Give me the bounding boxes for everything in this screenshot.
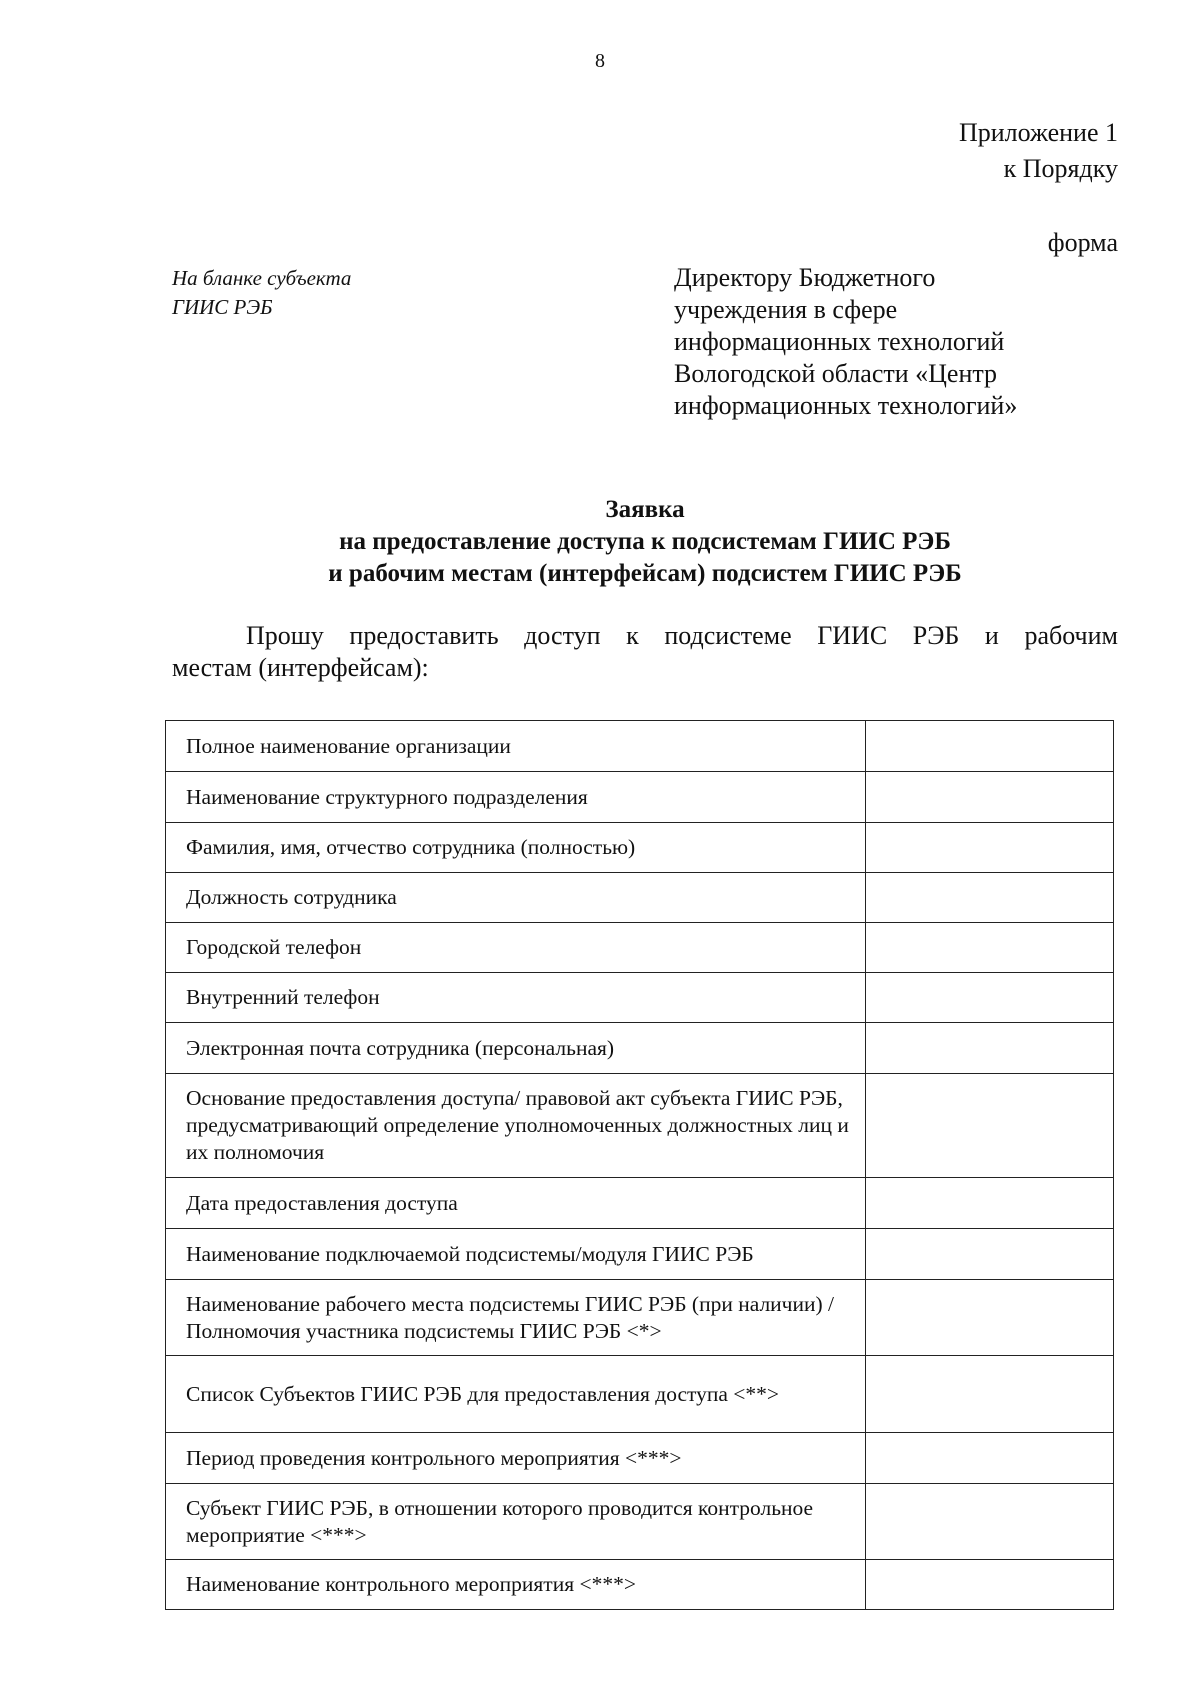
table-row xyxy=(166,1280,1114,1356)
field-label: Электронная почта сотрудника (персональная) xyxy=(166,1023,866,1074)
field-value-cell[interactable] xyxy=(866,973,1114,1023)
addressee-line: Директору Бюджетного xyxy=(674,263,936,292)
field-label: Должность сотрудника xyxy=(166,873,866,923)
field-label: Наименование структурного подразделения xyxy=(166,772,866,823)
field-label: Список Субъектов ГИИС РЭБ для предоставления доступа <**> xyxy=(166,1356,866,1433)
field-value-cell[interactable] xyxy=(866,1023,1114,1074)
table-row xyxy=(166,1229,1114,1280)
field-label: Наименование подключаемой подсистемы/модуля ГИИС РЭБ xyxy=(166,1229,866,1280)
addressee-line: информационных технологий» xyxy=(674,391,1018,420)
field-value-cell[interactable] xyxy=(866,1560,1114,1610)
document-title xyxy=(0,494,1200,590)
field-label: Внутренний телефон xyxy=(166,973,866,1023)
field-value-cell[interactable] xyxy=(866,1074,1114,1178)
request-paragraph xyxy=(172,620,1118,684)
addressee-line: информационных технологий xyxy=(674,327,1005,356)
letterhead-note xyxy=(172,264,351,322)
field-label: Основание предоставления доступа/ правовой акт субъекта ГИИС РЭБ, предусматривающий определение уполномоченных должностных лиц и их полномочия xyxy=(166,1074,866,1178)
table-row xyxy=(166,873,1114,923)
table-row xyxy=(166,1484,1114,1560)
table-row xyxy=(166,1074,1114,1178)
field-label: Наименование рабочего места подсистемы ГИИС РЭБ (при наличии) / Полномочия участника подсистемы ГИИС РЭБ <*> xyxy=(166,1280,866,1356)
field-value-cell[interactable] xyxy=(866,1484,1114,1560)
addressee-line: учреждения в сфере xyxy=(674,295,898,324)
field-label: Полное наименование организации xyxy=(166,721,866,772)
table-row xyxy=(166,721,1114,772)
field-label: Фамилия, имя, отчество сотрудника (полностью) xyxy=(166,823,866,873)
appendix-reference xyxy=(959,115,1118,187)
table-row xyxy=(166,1023,1114,1074)
page-number: 8 xyxy=(595,50,605,72)
title-line: и рабочим местам (интерфейсам) подсистем ГИИС РЭБ xyxy=(328,560,962,587)
table-row xyxy=(166,1178,1114,1229)
table-row xyxy=(166,1560,1114,1610)
table-row xyxy=(166,1433,1114,1484)
field-value-cell[interactable] xyxy=(866,1229,1114,1280)
field-value-cell[interactable] xyxy=(866,923,1114,973)
letterhead-line: ГИИС РЭБ xyxy=(172,295,273,319)
request-line: местам (интерфейсам): xyxy=(172,653,429,682)
application-form-table xyxy=(165,720,1114,1610)
table-row xyxy=(166,1356,1114,1433)
field-label: Дата предоставления доступа xyxy=(166,1178,866,1229)
form-label: форма xyxy=(1047,228,1118,257)
field-value-cell[interactable] xyxy=(866,721,1114,772)
field-label: Субъект ГИИС РЭБ, в отношении которого проводится контрольное мероприятие <***> xyxy=(166,1484,866,1560)
title-line: Заявка xyxy=(605,496,685,523)
field-value-cell[interactable] xyxy=(866,873,1114,923)
title-line: на предоставление доступа к подсистемам ГИИС РЭБ xyxy=(339,528,951,555)
addressee-line: Вологодской области «Центр xyxy=(674,359,998,388)
field-label: Наименование контрольного мероприятия <***> xyxy=(166,1560,866,1610)
field-value-cell[interactable] xyxy=(866,1178,1114,1229)
appendix-line: к Порядку xyxy=(1003,154,1118,183)
field-value-cell[interactable] xyxy=(866,772,1114,823)
letterhead-line: На бланке субъекта xyxy=(172,266,352,290)
field-label: Период проведения контрольного мероприятия <***> xyxy=(166,1433,866,1484)
table-row xyxy=(166,823,1114,873)
field-value-cell[interactable] xyxy=(866,1433,1114,1484)
table-row xyxy=(166,923,1114,973)
field-value-cell[interactable] xyxy=(866,1356,1114,1433)
table-row xyxy=(166,973,1114,1023)
request-line: Прошу предоставить доступ к подсистеме ГИИС РЭБ и рабочим xyxy=(246,621,1118,650)
field-value-cell[interactable] xyxy=(866,1280,1114,1356)
field-value-cell[interactable] xyxy=(866,823,1114,873)
field-label: Городской телефон xyxy=(166,923,866,973)
table-row xyxy=(166,772,1114,823)
appendix-line: Приложение 1 xyxy=(958,118,1118,147)
addressee-block xyxy=(674,262,1017,422)
